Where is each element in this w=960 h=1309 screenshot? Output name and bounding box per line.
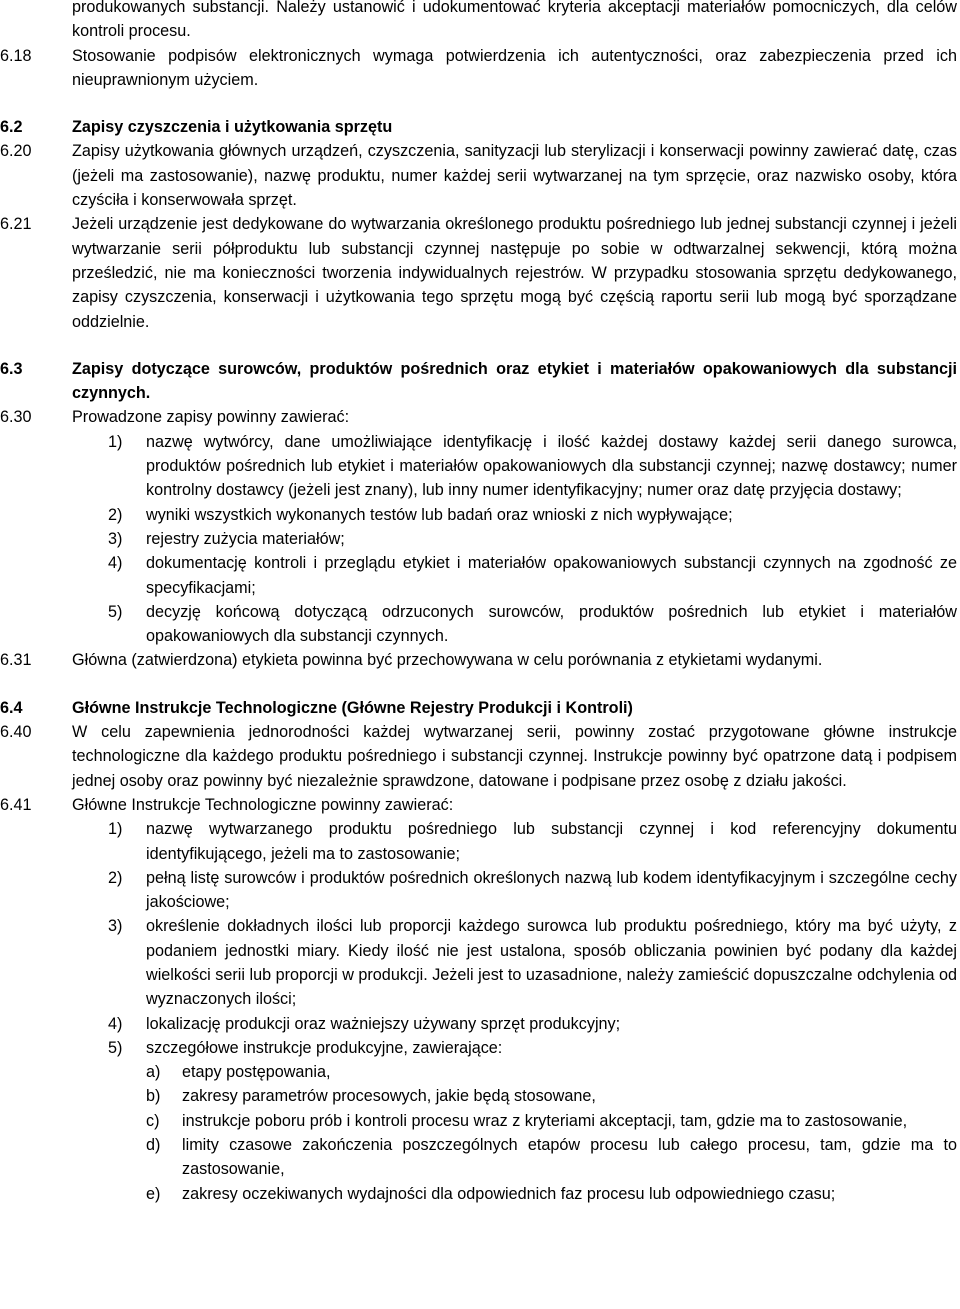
paragraph-number: 6.30 [0, 408, 32, 427]
list-item-text: określenie dokładnych ilości lub proporcji każdego surowca lub produktu pośredniego, który ma być użyty, z podaniem jednostki miary. Kiedy ilość nie jest ustalona, sposób obliczania powinien być podany dla każdej wielkości serii lub proporcji w produkcji. Jeżeli jest to uzasadnione, należy zamieścić dopuszczalne odchylenia od wyznaczonych ilości; [146, 917, 957, 1009]
list-marker: 5) [108, 1038, 123, 1057]
sub-list-item [0, 1133, 960, 1182]
section-heading-6-3 [0, 357, 960, 406]
list-marker: d) [146, 1136, 161, 1155]
list-item [0, 1012, 960, 1036]
list-item [0, 1036, 960, 1060]
list-item [0, 503, 960, 527]
list-marker: e) [146, 1184, 161, 1203]
section-title: Główne Instrukcje Technologiczne (Główne Rejestry Produkcji i Kontroli) [72, 698, 633, 717]
paragraph-number: 6.40 [0, 723, 32, 742]
section-number: 6.4 [0, 698, 23, 717]
sub-list-item [0, 1109, 960, 1133]
list-marker: c) [146, 1111, 160, 1130]
section-title: Zapisy czyszczenia i użytkowania sprzętu [72, 118, 393, 137]
paragraph-text: Główna (zatwierdzona) etykieta powinna być przechowywana w celu porównania z etykietami wydanymi. [72, 651, 823, 670]
paragraph-number: 6.20 [0, 142, 32, 161]
list-marker: 3) [108, 917, 123, 936]
sub-list-item [0, 1182, 960, 1206]
section-heading-6-2 [0, 115, 960, 139]
list-item-text: instrukcje poboru prób i kontroli procesu wraz z kryteriami akceptacji, tam, gdzie ma to zastosowanie, [182, 1111, 908, 1130]
paragraph-continuation: produkowanych substancji. Należy ustanowić i udokumentować kryteria akceptacji materiałów pomocniczych, dla celów kontroli procesu. [72, 0, 957, 41]
list-item [0, 817, 960, 866]
spacer [0, 92, 960, 115]
list-marker: b) [146, 1087, 161, 1106]
paragraph-6-30 [0, 405, 960, 429]
paragraph-text: Prowadzone zapisy powinny zawierać: [72, 408, 350, 427]
paragraph-6-31 [0, 648, 960, 672]
section-number: 6.3 [0, 359, 23, 378]
section-title: Zapisy dotyczące surowców, produktów pośrednich oraz etykiet i materiałów opakowaniowych dla substancji czynnych. [72, 359, 957, 403]
list-item [0, 600, 960, 649]
list-item-text: limity czasowe zakończenia poszczególnych etapów procesu lub całego procesu, tam, gdzie ma to zastosowanie, [182, 1136, 957, 1179]
list-item-text: zakresy oczekiwanych wydajności dla odpowiednich faz procesu lub odpowiedniego czasu; [182, 1184, 836, 1203]
section-number: 6.2 [0, 118, 23, 137]
list-item [0, 866, 960, 915]
list-item [0, 527, 960, 551]
list-marker: 5) [108, 602, 123, 621]
paragraph-number: 6.18 [0, 46, 32, 65]
list-marker: 4) [108, 554, 123, 573]
list-marker: 1) [108, 820, 123, 839]
list-item [0, 551, 960, 600]
list-item-text: lokalizację produkcji oraz ważniejszy używany sprzęt produkcyjny; [146, 1014, 621, 1033]
list-marker: 3) [108, 529, 123, 548]
list-item-text: dokumentację kontroli i przeglądu etykiet i materiałów opakowaniowych substancji czynnych na zgodność ze specyfikacjami; [146, 554, 957, 597]
spacer [0, 673, 960, 696]
list-marker: 2) [108, 505, 123, 524]
paragraph-text: Stosowanie podpisów elektronicznych wymaga potwierdzenia ich autentyczności, oraz zabezpieczenia przed ich nieuprawnionym użyciem. [72, 46, 957, 89]
list-marker: a) [146, 1063, 161, 1082]
sub-list-item [0, 1084, 960, 1108]
list-item-text: zakresy parametrów procesowych, jakie będą stosowane, [182, 1087, 596, 1106]
list-marker: 2) [108, 868, 123, 887]
paragraph-6-41 [0, 793, 960, 817]
list-marker: 4) [108, 1014, 123, 1033]
list-marker: 1) [108, 432, 123, 451]
paragraph-6-21 [0, 212, 960, 333]
list-item-text: szczegółowe instrukcje produkcyjne, zawierające: [146, 1038, 503, 1057]
list-item-text: etapy postępowania, [182, 1063, 331, 1082]
list-item-text: nazwę wytwórcy, dane umożliwiające identyfikację i ilość każdej dostawy każdej serii danego surowca, produktów pośrednich lub etykiet i materiałów opakowaniowych dla substancji czynnej; nazwę dostawcy; numer kontrolny dostawcy (jeżeli jest znany), lub inny numer identyfikacyjny; numer oraz datę przyjęcia dostawy; [146, 432, 957, 500]
list-item-text: pełną listę surowców i produktów pośrednich określonych nazwą lub kodem identyfikacyjnym i szczególne cechy jakościowe; [146, 868, 957, 912]
paragraph-number: 6.31 [0, 651, 32, 670]
paragraph-6-20 [0, 139, 960, 212]
paragraph-text: Jeżeli urządzenie jest dedykowane do wytwarzania określonego produktu pośredniego lub jednej substancji czynnej i jeżeli wytwarzanie serii półproduktu lub substancji czynnej następuje po sobie w odtwarzalnej sekwencji, którą można prześledzić, nie ma konieczności tworzenia indywidualnych rejestrów. W przypadku stosowania sprzętu dedykowanego, zapisy czyszczenia, konserwacji i użytkowania tego sprzętu mogą być częścią raportu serii lub mogą być sporządzane oddzielnie. [72, 215, 957, 331]
paragraph-text: W celu zapewnienia jednorodności każdej wytwarzanej serii, powinny zostać przygotowane główne instrukcje technologiczne dla każdego produktu pośredniego i substancji czynnej. Instrukcje powinny być opatrzone datą i podpisem jednej osoby oraz powinny być niezależnie sprawdzone, datowane i podpisane przez osobę z działu jakości. [72, 723, 957, 790]
list-item-text: nazwę wytwarzanego produktu pośredniego lub substancji czynnej i kod referencyjny dokumentu identyfikującego, jeżeli ma to zastosowanie; [146, 820, 957, 863]
paragraph-6-40 [0, 720, 960, 793]
paragraph-6-18 [0, 44, 960, 93]
list-item [0, 914, 960, 1011]
paragraph-number: 6.41 [0, 795, 32, 814]
list-item-text: wyniki wszystkich wykonanych testów lub badań oraz wnioski z nich wypływające; [146, 505, 733, 524]
list-item-text: rejestry zużycia materiałów; [146, 529, 345, 548]
section-heading-6-4 [0, 696, 960, 720]
spacer [0, 334, 960, 357]
paragraph-text: Główne Instrukcje Technologiczne powinny zawierać: [72, 795, 454, 814]
list-item-text: decyzję końcową dotyczącą odrzuconych surowców, produktów pośrednich lub etykiet i materiałów opakowaniowych dla substancji czynnych. [146, 602, 957, 646]
sub-list-item [0, 1060, 960, 1084]
paragraph-number: 6.21 [0, 215, 32, 234]
list-item [0, 430, 960, 503]
paragraph-text: Zapisy użytkowania głównych urządzeń, czyszczenia, sanityzacji lub sterylizacji i konserwacji powinny zawierać datę, czas (jeżeli ma zastosowanie), nazwę produktu, numer każdej serii wytwarzanej na tym sprzęcie, oraz nazwisko osoby, która czyściła i konserwowała sprzęt. [72, 142, 957, 210]
